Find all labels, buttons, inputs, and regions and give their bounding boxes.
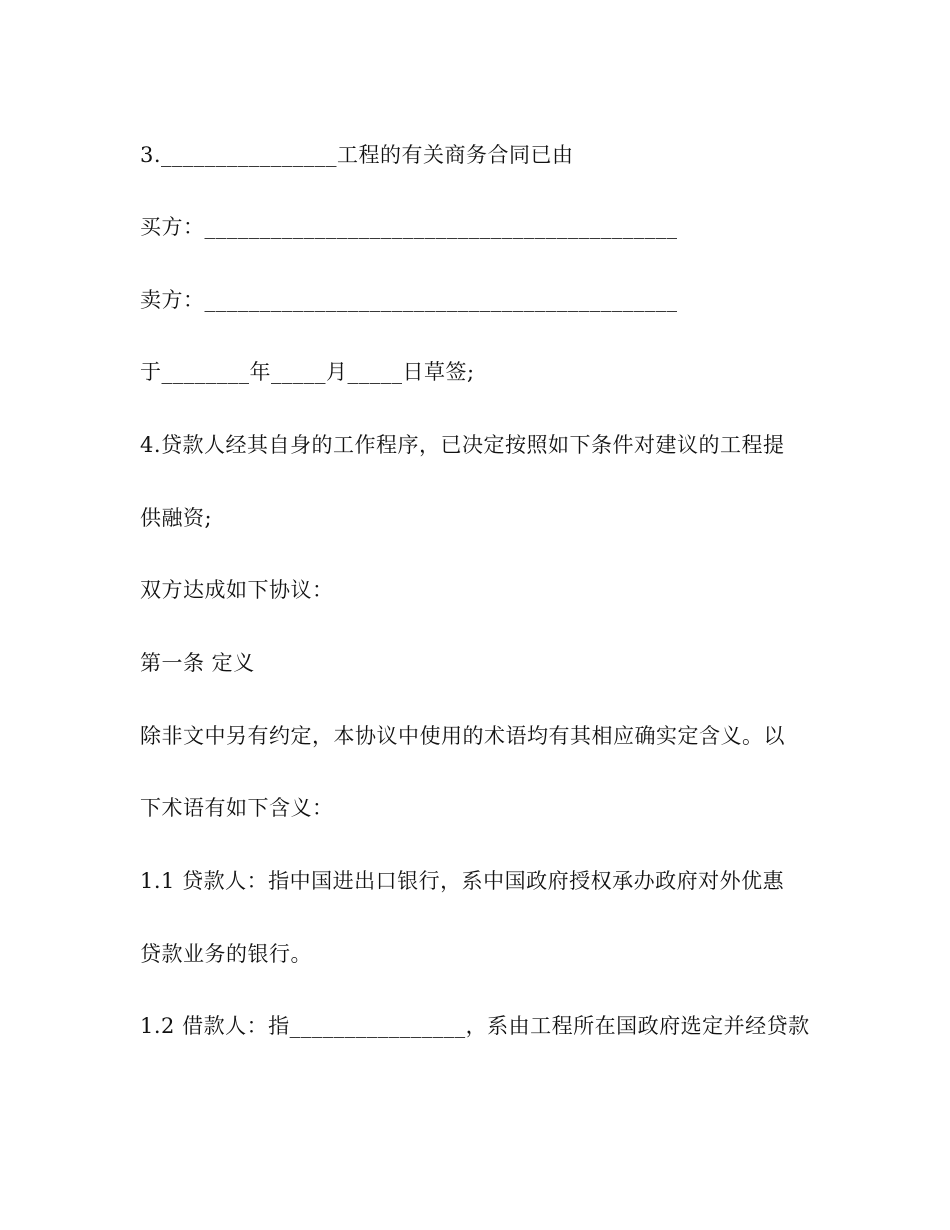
draft-date-line: 于________年_____月_____日草签; <box>140 360 475 384</box>
buyer-line: 买方：___________________________________________ <box>140 215 678 239</box>
article-1-heading: 第一条 定义 <box>140 651 255 675</box>
agreement-intro: 双方达成如下协议： <box>140 578 334 602</box>
clause-4-line-2: 供融资; <box>140 506 213 530</box>
definitions-intro-line-2: 下术语有如下含义： <box>140 796 334 820</box>
clause-3-contract-line: 3.________________工程的有关商务合同已由 <box>140 143 574 167</box>
definitions-intro-line-1: 除非文中另有约定，本协议中使用的术语均有其相应确实定含义。以 <box>140 724 785 748</box>
definition-1-1-line-2: 贷款业务的银行。 <box>140 942 312 966</box>
definition-1-1-line-1: 1.1 贷款人：指中国进出口银行，系中国政府授权承办政府对外优惠 <box>140 869 785 893</box>
seller-line: 卖方：___________________________________________ <box>140 288 678 312</box>
clause-4-line-1: 4.贷款人经其自身的工作程序，已决定按照如下条件对建议的工程提 <box>140 433 785 457</box>
definition-1-2-line-1: 1.2 借款人：指________________，系由工程所在国政府选定并经贷款 <box>140 1014 810 1038</box>
